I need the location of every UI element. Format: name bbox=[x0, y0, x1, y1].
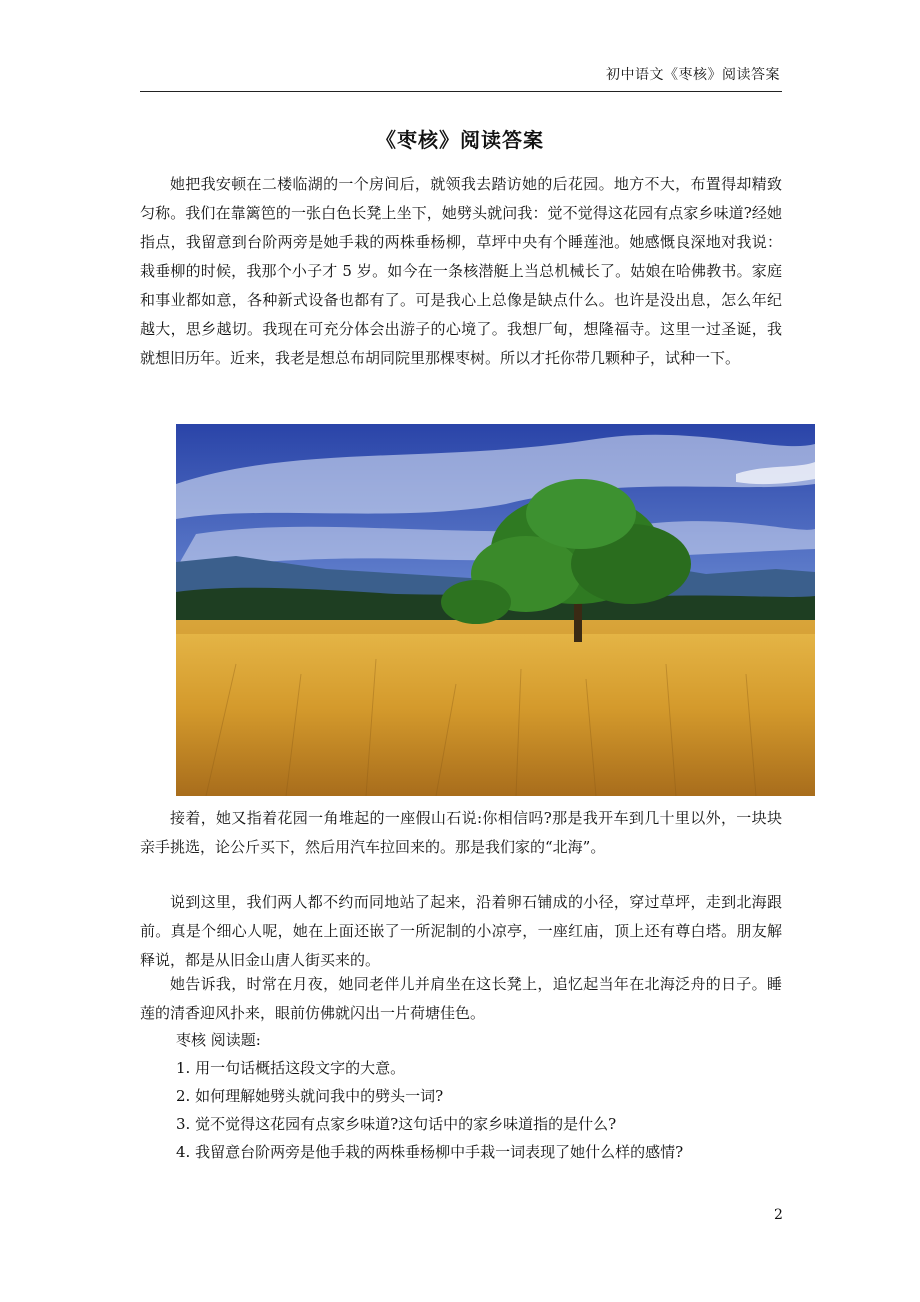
document-title: 《枣核》阅读答案 bbox=[376, 128, 544, 152]
paragraph-2: 接着，她又指着花园一角堆起的一座假山石说:你相信吗?那是我开车到几十里以外，一块块亲手挑选，论公斤买下，然后用汽车拉回来的。那是我们家的“北海”。 bbox=[140, 809, 782, 856]
questions-heading: 枣核 阅读题: bbox=[176, 1031, 261, 1049]
landscape-photo bbox=[176, 424, 815, 796]
question-3: 3. 觉不觉得这花园有点家乡味道?这句话中的家乡味道指的是什么? bbox=[176, 1115, 617, 1133]
question-1: 1. 用一句话概括这段文字的大意。 bbox=[176, 1059, 406, 1077]
header-rule bbox=[140, 91, 782, 92]
question-2: 2. 如何理解她劈头就问我中的劈头一词? bbox=[176, 1087, 444, 1105]
running-header: 初中语文《枣核》阅读答案 bbox=[606, 67, 780, 83]
paragraph-3: 说到这里，我们两人都不约而同地站了起来，沿着卵石铺成的小径，穿过草坪，走到北海跟前。真是个细心人呢，她在上面还嵌了一所泥制的小凉亭，一座红庙，顶上还有尊白塔。朋友解释说，都是从旧金山唐人街买来的。 bbox=[140, 893, 782, 969]
question-4: 4. 我留意台阶两旁是他手栽的两株垂杨柳中手栽一词表现了她什么样的感情? bbox=[176, 1143, 684, 1161]
page-number: 2 bbox=[774, 1207, 783, 1223]
paragraph-4: 她告诉我，时常在月夜，她同老伴儿并肩坐在这长凳上，追忆起当年在北海泛舟的日子。睡莲的清香迎风扑来，眼前仿佛就闪出一片荷塘佳色。 bbox=[140, 975, 782, 1022]
paragraph-1: 她把我安顿在二楼临湖的一个房间后，就领我去踏访她的后花园。地方不大，布置得却精致匀称。我们在靠篱笆的一张白色长凳上坐下，她劈头就问我：觉不觉得这花园有点家乡味道?经她指点，我留意到台阶两旁是她手栽的两株垂杨柳，草坪中央有个睡莲池。她感慨良深地对我说：栽垂柳的时候，我那个小子才 5 岁。如今在一条核潜艇上当总机械长了。姑娘在哈佛教书。家庭和事业都如意，各种新式设备也都有了。可是我心上总像是缺点什么。也许是没出息，怎么年纪越大，思乡越切。我现在可充分体会出游子的心境了。我想厂甸，想隆福寺。这里一过圣诞，我就想旧历年。近来，我老是想总布胡同院里那棵枣树。所以才托你带几颗种子，试种一下。 bbox=[140, 175, 782, 367]
